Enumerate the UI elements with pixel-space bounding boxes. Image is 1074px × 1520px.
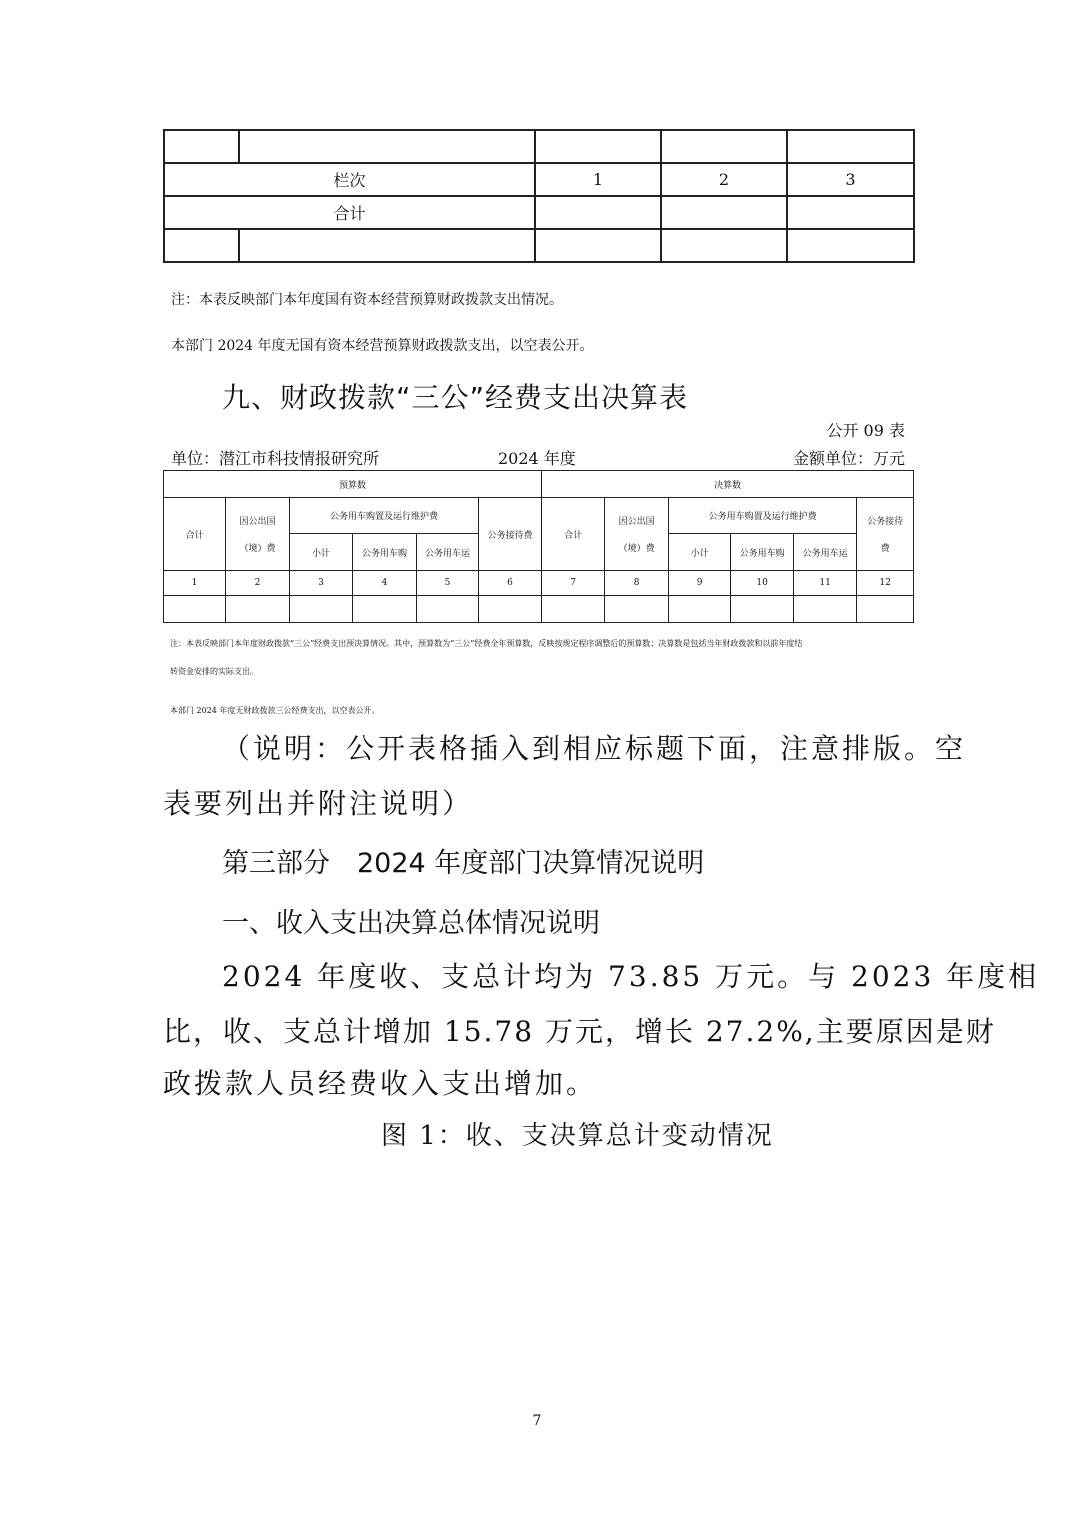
col-number: 2 (226, 571, 290, 596)
year-label: 2024 年度 (498, 449, 576, 468)
col-number: 8 (605, 571, 669, 596)
paragraph-line: 政拨款人员经费收入支出增加。 (163, 1067, 598, 1100)
final-group-header: 决算数 (542, 471, 914, 498)
col-number: 5 (417, 571, 479, 596)
unit-label: 单位：潜江市科技情报研究所 (171, 449, 380, 468)
reception-header: 公务接待 费 (857, 498, 914, 571)
table-code: 公开 09 表 (826, 421, 905, 440)
paragraph-line: 2024 年度收、支总计均为 73.85 万元。与 2023 年度相 (222, 960, 1040, 993)
table-row (164, 229, 914, 262)
section-title: 九、财政拨款“三公”经费支出决算表 (222, 381, 689, 414)
vehicle-operation-header: 公务用车运 (417, 534, 479, 571)
vehicle-purchase-header: 公务用车购 (731, 534, 794, 571)
table-row (164, 130, 914, 163)
travel-header: 因公出国 （境）费 (605, 498, 669, 571)
col-number: 12 (857, 571, 914, 596)
table-note: 注：本表反映部门本年度国有资本经营预算财政拨款支出情况。 (171, 292, 563, 308)
total-header: 合计 (542, 498, 605, 571)
col-number: 10 (731, 571, 794, 596)
empty-table-statement: 本部门 2024 年度无国有资本经营预算财政拨款支出，以空表公开。 (171, 338, 594, 354)
table-note: 注：本表反映部门本年度财政拨款“三公”经费支出预决算情况。其中，预算数为“三公”经费全年预算数，反映按规定程序调整后的预算数；决算数是包括当年财政拨款和以前年度结 (170, 639, 803, 648)
col-number: 6 (479, 571, 542, 596)
subsection-title: 一、收入支出决算总体情况说明 (222, 908, 600, 939)
col-number: 3 (290, 571, 353, 596)
travel-header: 因公出国 （境）费 (226, 498, 290, 571)
col-number: 3 (787, 163, 914, 196)
col-number: 4 (353, 571, 417, 596)
subtotal-header: 小计 (669, 534, 731, 571)
vehicle-header: 公务用车购置及运行维护费 (290, 498, 479, 534)
subtotal-header: 小计 (290, 534, 353, 571)
capital-budget-table (163, 129, 915, 263)
col-number: 7 (542, 571, 605, 596)
total-header: 合计 (164, 498, 226, 571)
sangong-expense-table (163, 470, 914, 623)
amount-unit-label: 金额单位：万元 (792, 449, 905, 468)
table-row (164, 571, 914, 596)
col-number: 1 (535, 163, 661, 196)
table-note-continued: 转资金安排的实际支出。 (170, 667, 258, 676)
table-row (164, 471, 914, 498)
col-number: 11 (794, 571, 857, 596)
col-number: 9 (669, 571, 731, 596)
vehicle-purchase-header: 公务用车购 (353, 534, 417, 571)
part-title: 第三部分 2024 年度部门决算情况说明 (222, 848, 705, 879)
instruction-text: （说明：公开表格插入到相应标题下面，注意排版。空 (222, 732, 967, 765)
page-number: 7 (532, 1413, 542, 1429)
instruction-text-continued: 表要列出并附注说明） (163, 787, 474, 820)
budget-group-header: 预算数 (164, 471, 542, 498)
table-row (164, 498, 914, 534)
col-number: 1 (164, 571, 226, 596)
vehicle-operation-header: 公务用车运 (794, 534, 857, 571)
paragraph-line: 比，收、支总计增加 15.78 万元，增长 27.2%,主要原因是财 (163, 1015, 996, 1048)
empty-table-statement: 本部门 2024 年度无财政拨款三公经费支出，以空表公开。 (170, 706, 380, 715)
table-row (164, 163, 914, 196)
table-row (164, 596, 914, 623)
lanci-label: 栏次 (164, 163, 535, 196)
reception-header: 公务接待费 (479, 498, 542, 571)
vehicle-header: 公务用车购置及运行维护费 (669, 498, 857, 534)
col-number: 2 (661, 163, 787, 196)
table-row (164, 196, 914, 229)
figure-caption: 图 1：收、支决算总计变动情况 (381, 1121, 774, 1151)
total-label: 合计 (164, 196, 535, 229)
